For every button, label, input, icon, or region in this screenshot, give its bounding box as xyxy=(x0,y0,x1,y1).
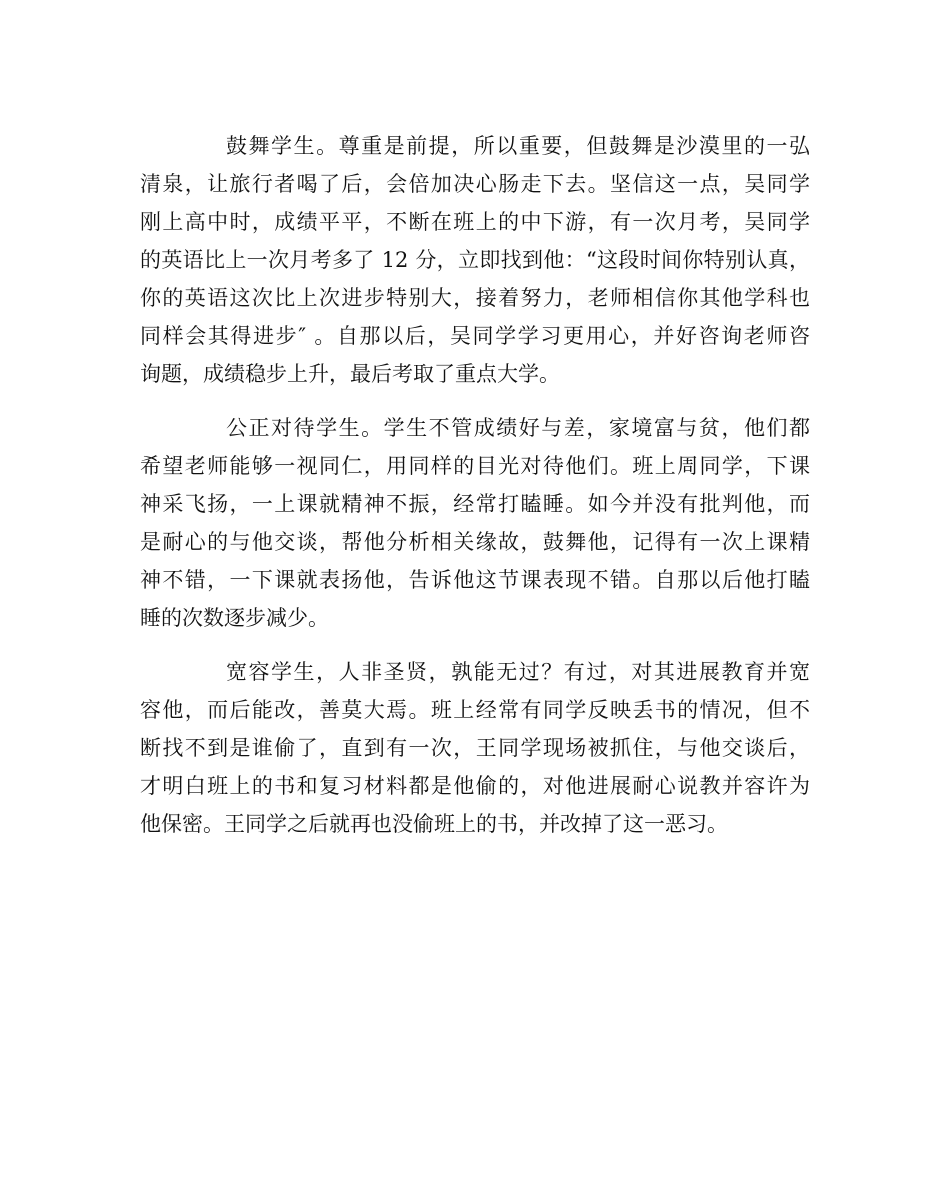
text-line: 的英语比上一次月考多了 12 分，立即找到他：“这段时间你特别认真， xyxy=(140,248,810,272)
text-line: 才明白班上的书和复习材料都是他偷的，对他进展耐心说教并容许为 xyxy=(140,774,810,798)
text-line: 容他，而后能改，善莫大焉。班上经常有同学反映丢书的情况，但不 xyxy=(140,698,810,722)
text-line: 公正对待学生。学生不管成绩好与差，家境富与贫，他们都 xyxy=(226,416,810,440)
text-line: 睡的次数逐步减少。 xyxy=(140,606,329,630)
document-body xyxy=(140,127,810,859)
paragraph-encourage-students xyxy=(140,127,810,393)
text-line: 宽容学生，人非圣贤，孰能无过？有过，对其进展教育并宽 xyxy=(226,660,810,684)
text-line: 是耐心的与他交谈，帮他分析相关缘故，鼓舞他，记得有一次上课精 xyxy=(140,530,810,554)
paragraph-fair-treatment xyxy=(140,409,810,637)
text-line: 询题，成绩稳步上升，最后考取了重点大学。 xyxy=(140,362,560,386)
text-line: 希望老师能够一视同仁，用同样的目光对待他们。班上周同学，下课 xyxy=(140,454,810,478)
text-line: 神不错，一下课就表扬他，告诉他这节课表现不错。自那以后他打瞌 xyxy=(140,568,810,592)
text-line: 神采飞扬，一上课就精神不振，经常打瞌睡。如今并没有批判他，而 xyxy=(140,492,810,516)
text-line: 刚上高中时，成绩平平，不断在班上的中下游，有一次月考，吴同学 xyxy=(140,210,810,234)
text-line: 清泉，让旅行者喝了后，会倍加决心肠走下去。坚信这一点，吴同学 xyxy=(140,172,810,196)
text-line: 你的英语这次比上次进步特别大，接着努力，老师相信你其他学科也 xyxy=(140,286,810,310)
text-line: 鼓舞学生。尊重是前提，所以重要，但鼓舞是沙漠里的一弘 xyxy=(226,134,810,158)
text-line: 同样会其得进步″ 。自那以后，吴同学学习更用心，并好咨询老师咨 xyxy=(140,324,810,348)
text-line: 断找不到是谁偷了，直到有一次，王同学现场被抓住，与他交谈后， xyxy=(140,736,810,760)
paragraph-tolerance xyxy=(140,653,810,843)
text-line: 他保密。王同学之后就再也没偷班上的书，并改掉了这一恶习。 xyxy=(140,812,728,836)
